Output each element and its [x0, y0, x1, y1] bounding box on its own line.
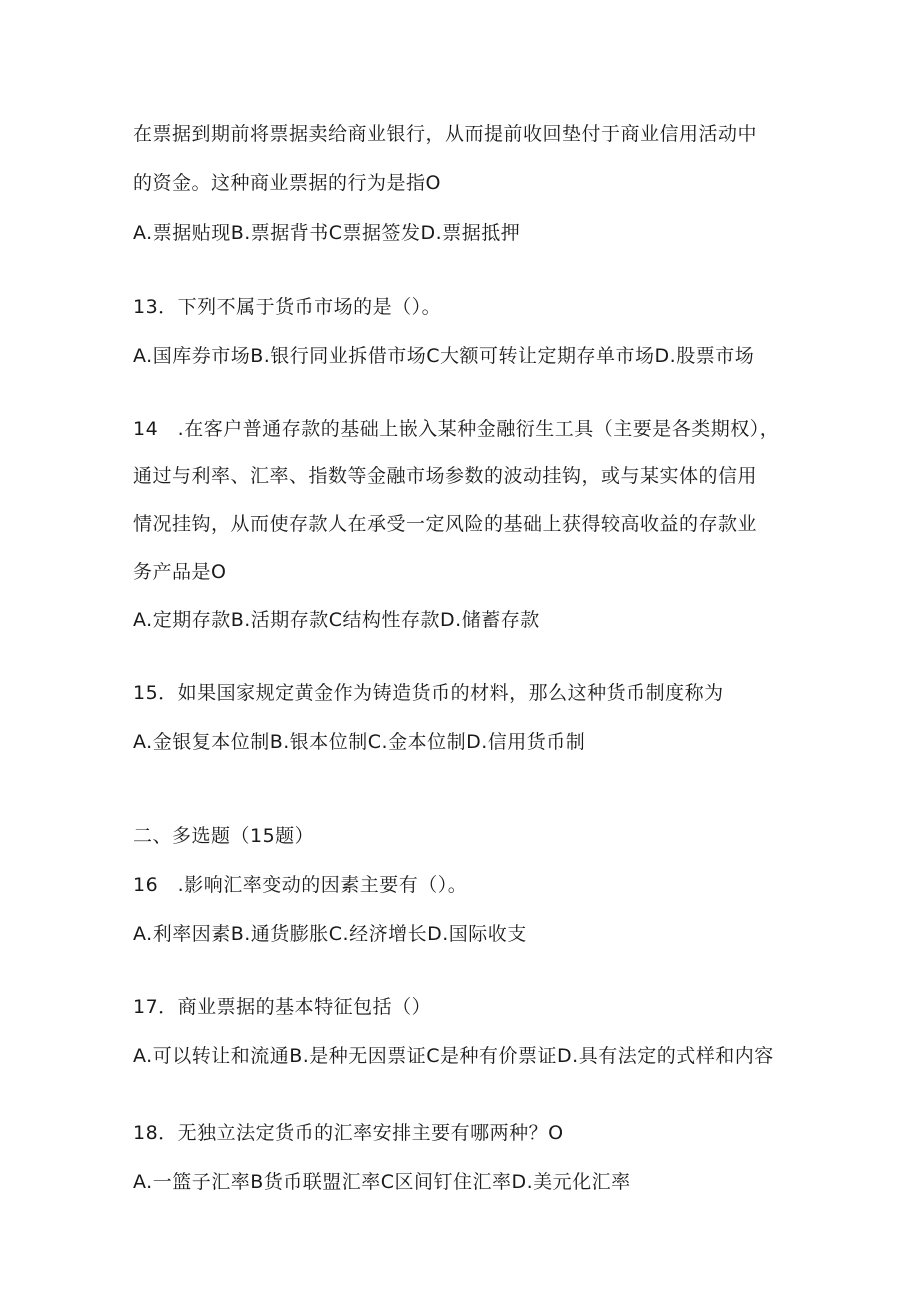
q14-stem-line-3: 情况挂钩，从而使存款人在承受一定风险的基础上获得较高收益的存款业 [133, 513, 758, 535]
q12-options: A.票据贴现B.票据背书C票据签发D.票据抵押 [133, 222, 521, 244]
section-heading-multiple-choice: 二、多选题（15题） [133, 825, 315, 847]
q13-options: A.国库券市场B.银行同业拆借市场C大额可转让定期存单市场D.股票市场 [133, 345, 755, 367]
q17-options: A.可以转让和流通B.是种无因票证C是种有价票证D.具有法定的式样和内容 [133, 1045, 774, 1067]
q15-options: A.金银复本位制B.银本位制C.金本位制D.信用货币制 [133, 731, 586, 753]
q15-stem: 15．如果国家规定黄金作为铸造货币的材料，那么这种货币制度称为 [133, 682, 724, 704]
q17-stem: 17．商业票据的基本特征包括（） [133, 996, 432, 1018]
q14-stem-line-4: 务产品是O [133, 561, 227, 583]
q14-stem-line-2: 通过与利率、汇率、指数等金融市场参数的波动挂钩，或与某实体的信用 [133, 465, 758, 487]
q13-stem: 13．下列不属于货币市场的是（）。 [133, 296, 442, 318]
q16-options: A.利率因素B.通货膨胀C.经济增长D.国际收支 [133, 923, 527, 945]
q18-options: A.一篮子汇率B货币联盟汇率C区间钉住汇率D.美元化汇率 [133, 1171, 631, 1193]
q12-stem-line-1: 在票据到期前将票据卖给商业银行，从而提前收回垫付于商业信用活动中 [133, 123, 758, 145]
q14-options: A.定期存款B.活期存款C结构性存款D.储蓄存款 [133, 609, 540, 631]
q16-stem: 16 .影响汇率变动的因素主要有（）。 [133, 874, 468, 896]
q12-stem-line-2: 的资金。这种商业票据的行为是指O [133, 172, 441, 194]
q18-stem: 18．无独立法定货币的汇率安排主要有哪两种？O [133, 1122, 564, 1144]
q14-stem-line-1: 14 .在客户普通存款的基础上嵌入某种金融衍生工具（主要是各类期权）， [133, 418, 780, 440]
